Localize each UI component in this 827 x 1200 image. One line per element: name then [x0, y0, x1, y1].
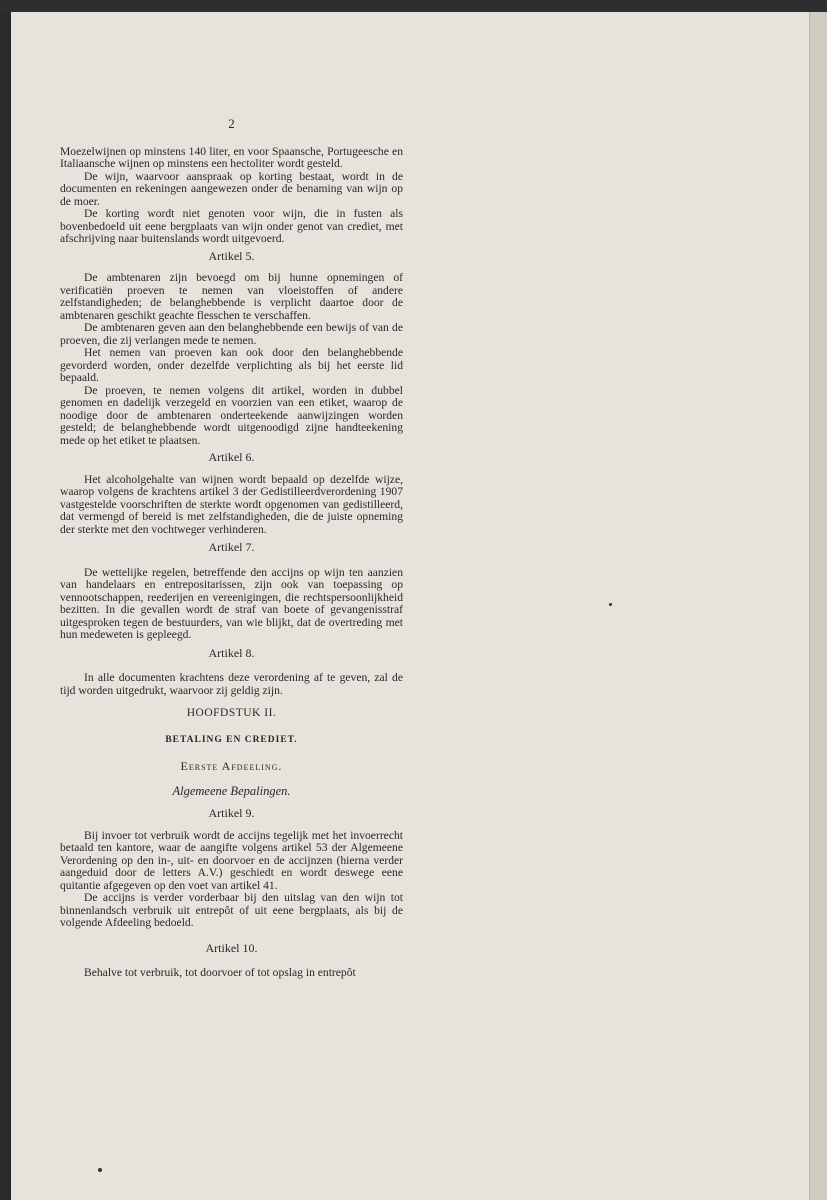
article-7-heading: Artikel 7. — [208, 540, 255, 554]
article-9-heading: Artikel 9. — [208, 806, 255, 820]
scan-left-border — [0, 12, 11, 1200]
article-5-heading: Artikel 5. — [208, 248, 255, 263]
chapter-subheading: BETALING EN CREDIET. — [165, 734, 298, 745]
paragraph: De wettelijke regelen, betreffende den accijns op wijn ten aanzien van handelaars en entrepositarissen, zijn ook van toepassing op vennootschappen, reederijen en vereenigingen, die rechtspersoonlijkheid bezitten. In die gevallen wordt de straf van boete of gevangenisstraf uitgesproken tegen de bestuurders, van wie blijkt, dat de overtreding met hun medeweten is gepleegd. — [60, 565, 403, 641]
paragraph: Behalve tot verbruik, tot doorvoer of tot opslag in entrepôt — [84, 966, 356, 979]
scan-speck — [98, 1168, 102, 1172]
article-10-heading: Artikel 10. — [205, 940, 258, 955]
page-right-edge — [809, 12, 827, 1200]
article-6-heading: Artikel 6. — [208, 450, 255, 464]
article-8-heading: Artikel 8. — [208, 645, 255, 660]
paragraph: De wijn, waarvoor aanspraak op korting bestaat, wordt in de documenten en rekeningen aangewezen onder de benaming van wijn op de moer. — [60, 169, 403, 208]
section-subheading: Algemeene Bepalingen. — [172, 783, 291, 798]
paragraph: De korting wordt niet genoten voor wijn, die in fusten als bovenbedoeld uit eene bergplaats van wijn onder genot van crediet, met afschrijving naar buitenslands wordt uitgevoerd. — [60, 207, 403, 245]
paragraph: Het nemen van proeven kan ook door den belanghebbende gevorderd worden, onder dezelfde verplichting als bij het eerste lid bepaald. — [60, 346, 403, 384]
paragraph: In alle documenten krachtens deze verordening af te geven, zal de tijd worden uitgedrukt, waarvoor zij geldig zijn. — [60, 671, 403, 697]
paragraph: Het alcoholgehalte van wijnen wordt bepaald op dezelfde wijze, waarop volgens de krachtens artikel 3 der Gedistilleerdverordening 1907 vastgestelde voorschriften de sterkte wordt opgenomen van gedistilleerd, dat vermengd of bereid is met zelfstandigheden, die de juiste opneming der sterkte met den vochtweger verhinderen. — [60, 472, 403, 536]
paragraph: De ambtenaren geven aan den belanghebbende een bewijs of van de proeven, die zij verlangen mede te nemen. — [60, 321, 403, 347]
paragraph: De accijns is verder vorderbaar bij den uitslag van den wijn tot binnenlandsch verbruik uit entrepôt of uit eene bergplaats, als bij de volgende Afdeeling bedoeld. — [60, 891, 403, 929]
section-heading: Eerste Afdeeling. — [180, 759, 283, 773]
paragraph: De proeven, te nemen volgens dit artikel, worden in dubbel genomen en dadelijk verzegeld en voorzien van een etiket, waarop de noodige door de ambtenaren onderteekende aanwijzingen worden gesteld; de belanghebbende wordt uitgenoodigd zijne handteekening mede op het etiket te plaatsen. — [60, 383, 403, 447]
text-column — [60, 118, 403, 980]
paragraph: Moezelwijnen op minstens 140 liter, en voor Spaansche, Portugeesche en Italiaansche wijnen op minstens een hectoliter wordt gesteld. — [60, 144, 403, 170]
scan-speck — [609, 603, 612, 606]
scan-top-border — [0, 0, 827, 12]
page-number: 2 — [228, 116, 235, 131]
chapter-heading: HOOFDSTUK II. — [186, 707, 277, 719]
paragraph: Bij invoer tot verbruik wordt de accijns tegelijk met het invoerrecht betaald ten kantore, waar de aangifte volgens artikel 53 der Algemeene Verordening op den in-, uit- en doorvoer en de accijnzen (hierna verder aangeduid door de letters A.V.) geschiedt en wordt deswege eene quitantie afgegeven op den voet van artikel 41. — [60, 828, 403, 892]
paragraph: De ambtenaren zijn bevoegd om bij hunne opnemingen of verificatiën proeven te nemen van vloeistoffen of andere zelfstandigheden; de belanghebbende is verplicht daartoe door de ambtenaren geschikt geachte flesschen te verschaffen. — [60, 271, 403, 322]
